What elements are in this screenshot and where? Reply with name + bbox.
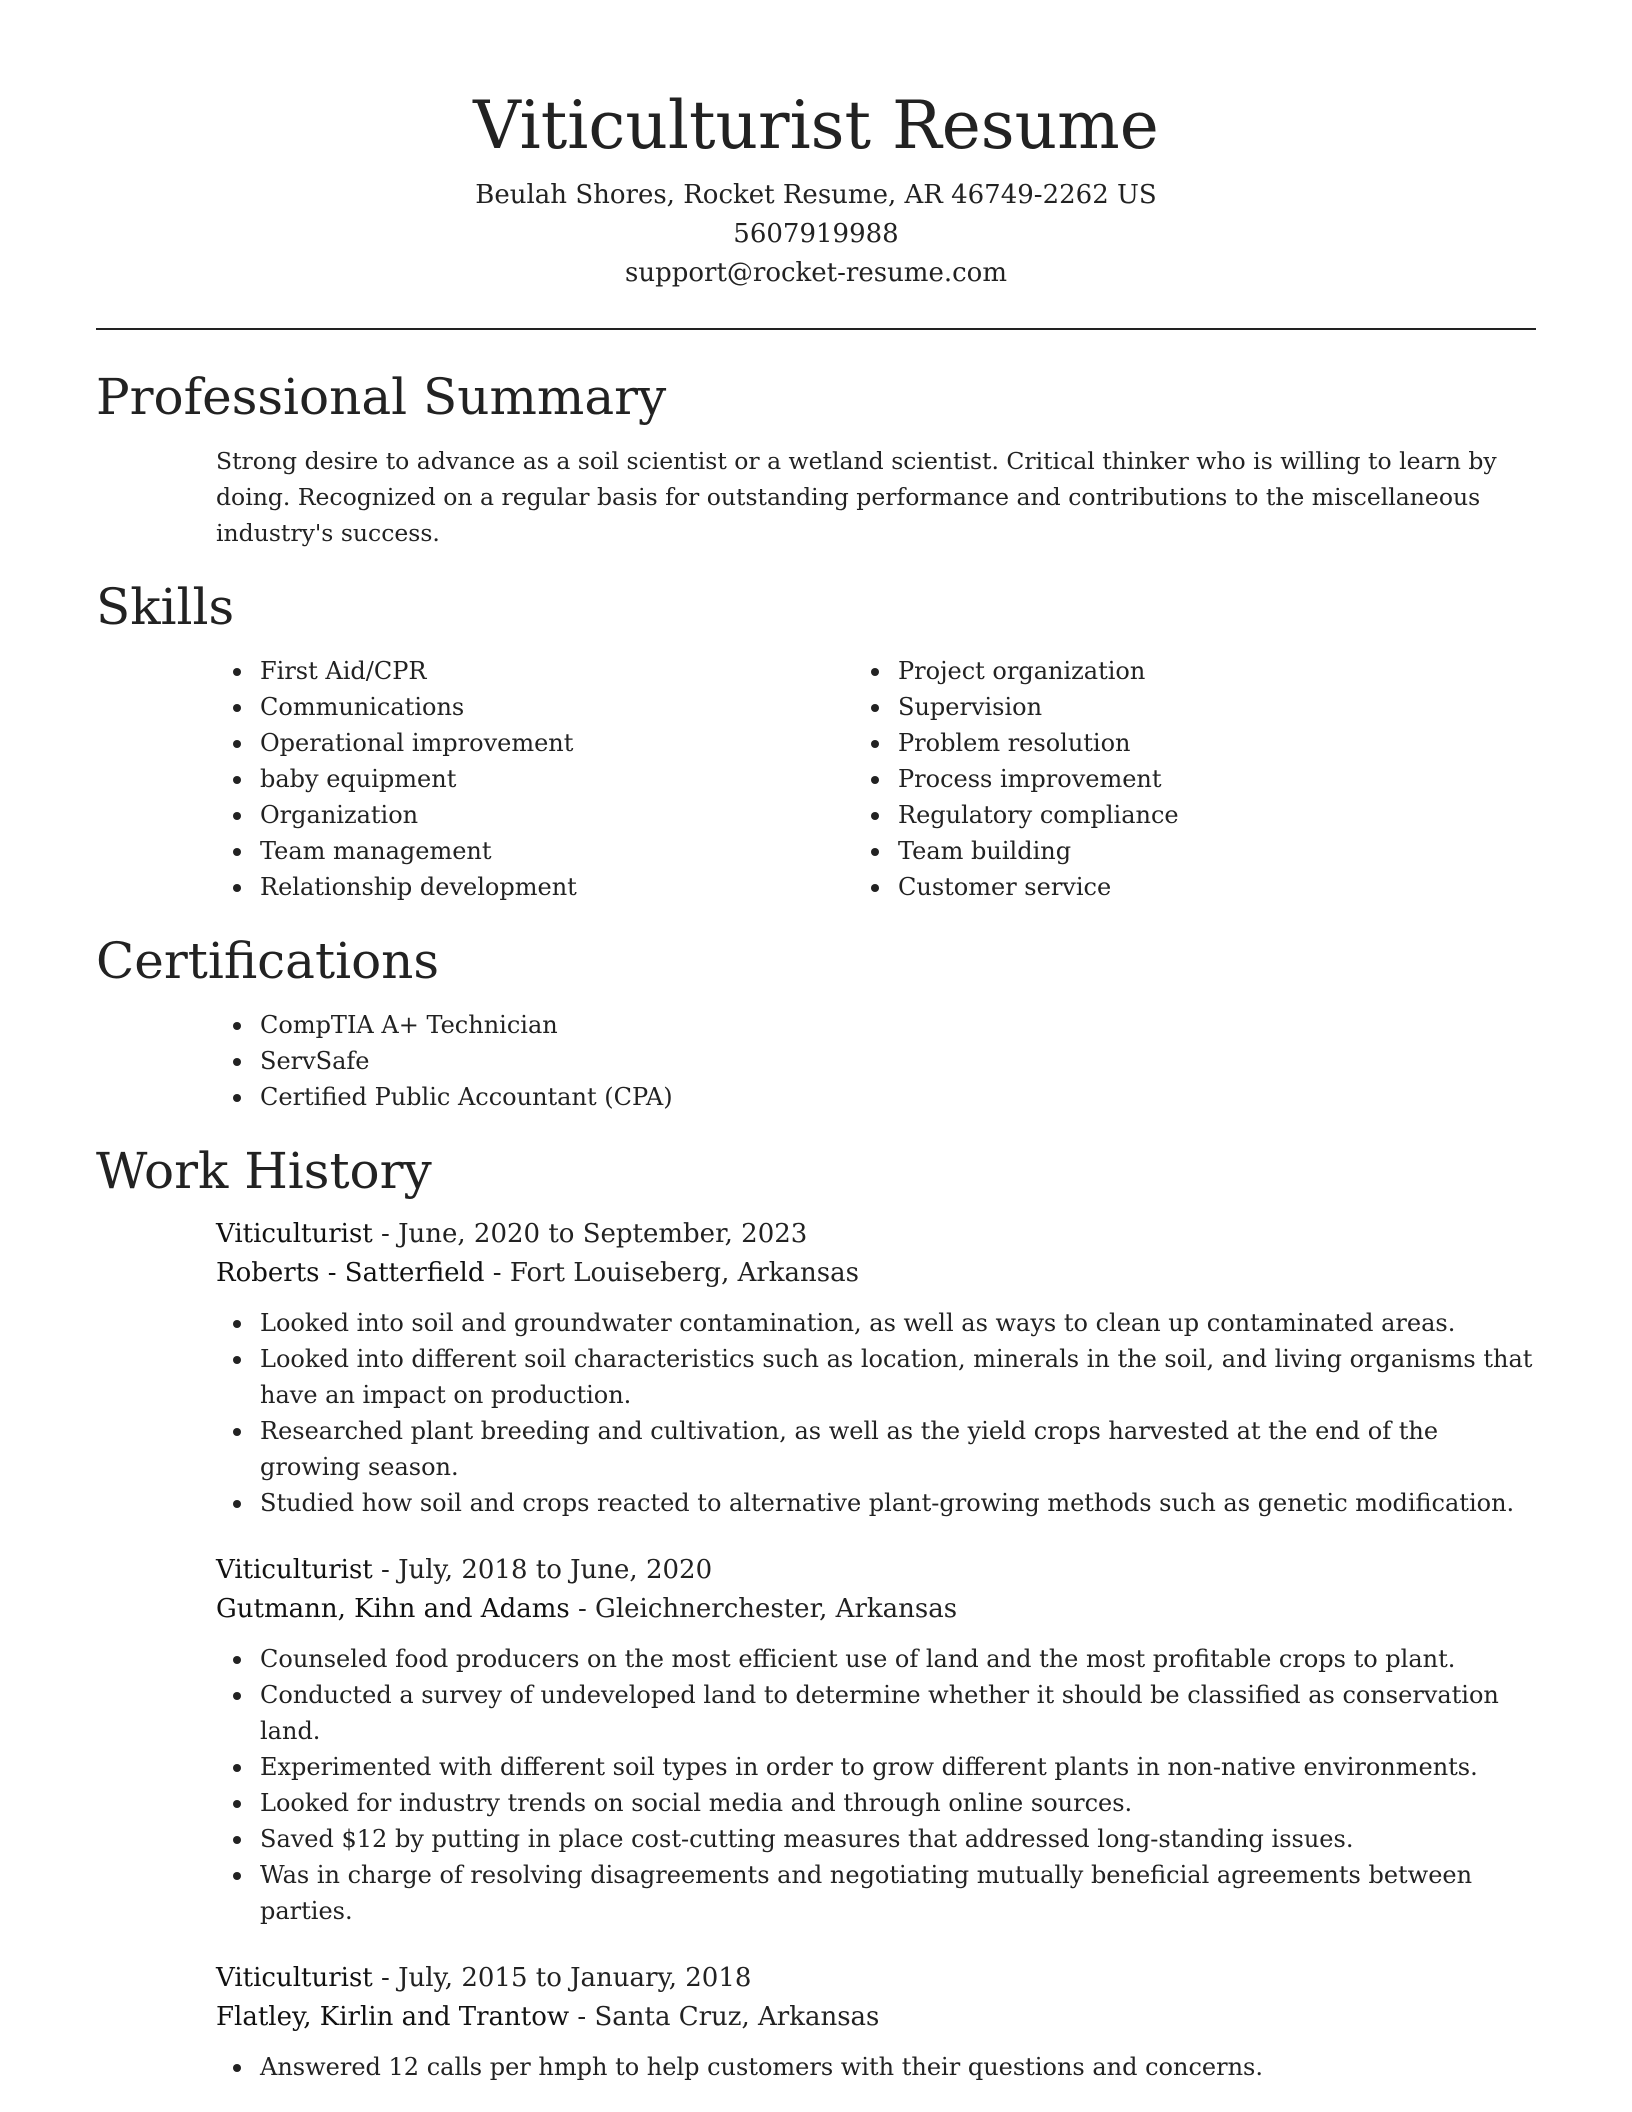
skill-item: baby equipment: [260, 761, 898, 797]
skill-item: Process improvement: [898, 761, 1536, 797]
job-bullet: Answered 12 calls per hmph to help customers with their questions and concerns.: [260, 2049, 1536, 2085]
certification-item: ServSafe: [260, 1043, 1536, 1079]
job-location: Fort Louiseberg, Arkansas: [509, 1258, 859, 1288]
email: support@rocket-resume.com: [624, 258, 1007, 288]
job-bullet: Conducted a survey of undeveloped land to determine whether it should be classified as conservation land.: [260, 1677, 1536, 1749]
job-bullet: Was in charge of resolving disagreements and negotiating mutually beneficial agreements between parties.: [260, 1857, 1536, 1929]
job-title: Viticulturist: [216, 1219, 373, 1249]
job-company: Roberts - Satterfield: [216, 1258, 485, 1288]
certifications-section: [96, 929, 1536, 1115]
job-bullet: Experimented with different soil types in order to grow different plants in non-native environments.: [260, 1749, 1536, 1785]
job-entry: [216, 1551, 1536, 1929]
phone: 5607919988: [733, 219, 899, 249]
job-title: Viticulturist: [216, 1963, 373, 1993]
skill-item: Customer service: [898, 869, 1536, 905]
job-bullet: Counseled food producers on the most efficient use of land and the most profitable crops to plant.: [260, 1641, 1536, 1677]
job-company-line: Flatley, Kirlin and Trantow - Santa Cruz, Arkansas: [216, 2002, 880, 2032]
job-title-line: Viticulturist - July, 2015 to January, 2018: [216, 1963, 752, 1993]
job-bullet: Looked into soil and groundwater contamination, as well as ways to clean up contaminated areas.: [260, 1305, 1536, 1341]
job-bullets: [260, 2049, 1536, 2085]
certification-item: Certified Public Accountant (CPA): [260, 1079, 1536, 1115]
skill-item: Operational improvement: [260, 725, 898, 761]
job-company-line: Roberts - Satterfield - Fort Louiseberg, Arkansas: [216, 1258, 859, 1288]
skill-item: Communications: [260, 689, 898, 725]
contact-info: [96, 176, 1536, 293]
address: Beulah Shores, Rocket Resume, AR 46749-2262 US: [475, 180, 1157, 210]
job-title-line: Viticulturist - June, 2020 to September, 2023: [216, 1219, 808, 1249]
resume-title: Viticulturist Resume: [473, 87, 1159, 164]
job-entry: [216, 1959, 1536, 2085]
job-bullet: Looked for industry trends on social media and through online sources.: [260, 1785, 1536, 1821]
skills-right-column: [898, 653, 1536, 905]
job-bullet: Researched plant breeding and cultivation, as well as the yield crops harvested at the end of the growing season.: [260, 1413, 1536, 1485]
job-bullets: [260, 1305, 1536, 1521]
job-title: Viticulturist: [216, 1555, 373, 1585]
job-bullets: [260, 1641, 1536, 1929]
skills-section: [96, 575, 1536, 905]
summary-heading: Professional Summary: [96, 368, 667, 426]
job-dates: June, 2020 to September, 2023: [398, 1219, 808, 1249]
summary-text: Strong desire to advance as a soil scientist or a wetland scientist. Critical thinker who is willing to learn by doing. Recognized on a regular basis for outstanding performance and contributions to the miscellaneous industry's success.: [216, 447, 1497, 547]
header-divider: [96, 328, 1536, 330]
job-bullet: Saved $12 by putting in place cost-cutting measures that addressed long-standing issues.: [260, 1821, 1536, 1857]
skill-item: Problem resolution: [898, 725, 1536, 761]
skill-item: Team building: [898, 833, 1536, 869]
job-location: Santa Cruz, Arkansas: [594, 2002, 880, 2032]
skills-left-column: [260, 653, 898, 905]
work-history-heading: Work History: [96, 1142, 432, 1200]
resume-header: [96, 0, 1536, 293]
skill-item: First Aid/CPR: [260, 653, 898, 689]
skill-item: Team management: [260, 833, 898, 869]
job-dates: July, 2015 to January, 2018: [398, 1963, 752, 1993]
skill-item: Relationship development: [260, 869, 898, 905]
job-dates: July, 2018 to June, 2020: [398, 1555, 713, 1585]
skill-item: Regulatory compliance: [898, 797, 1536, 833]
skill-item: Organization: [260, 797, 898, 833]
work-history-section: [96, 1139, 1536, 2085]
job-entry: [216, 1215, 1536, 1521]
job-company: Flatley, Kirlin and Trantow: [216, 2002, 570, 2032]
skills-heading: Skills: [96, 578, 235, 636]
job-bullet: Looked into different soil characteristics such as location, minerals in the soil, and living organisms that have an impact on production.: [260, 1341, 1536, 1413]
job-company: Gutmann, Kihn and Adams: [216, 1594, 570, 1624]
certification-item: CompTIA A+ Technician: [260, 1007, 1536, 1043]
certifications-heading: Certifications: [96, 932, 440, 990]
skill-item: Project organization: [898, 653, 1536, 689]
job-company-line: Gutmann, Kihn and Adams - Gleichnerchester, Arkansas: [216, 1594, 958, 1624]
summary-section: [96, 365, 1536, 551]
certifications-list: [260, 1007, 1536, 1115]
job-bullet: Studied how soil and crops reacted to alternative plant-growing methods such as genetic modification.: [260, 1485, 1536, 1521]
skills-list: [260, 653, 1536, 905]
job-title-line: Viticulturist - July, 2018 to June, 2020: [216, 1555, 713, 1585]
job-location: Gleichnerchester, Arkansas: [595, 1594, 958, 1624]
resume-page: [96, 0, 1536, 2085]
skill-item: Supervision: [898, 689, 1536, 725]
